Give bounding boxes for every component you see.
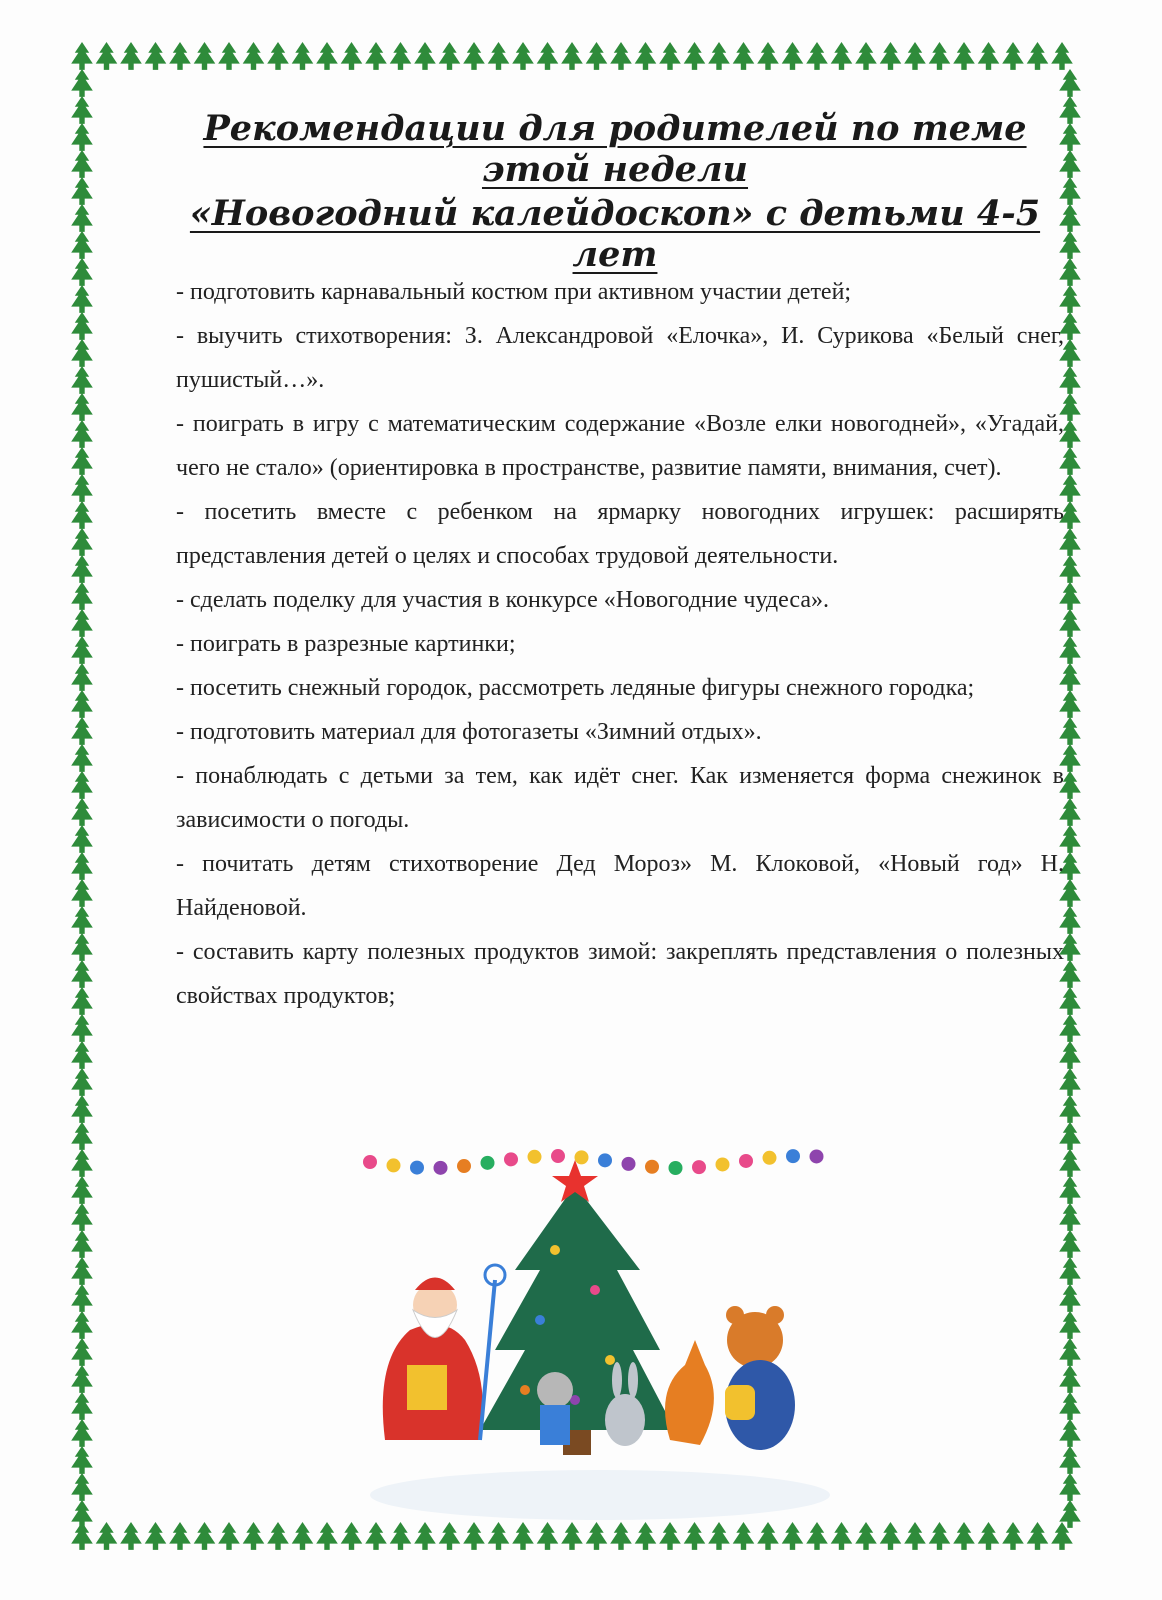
garland-bulb [763,1151,777,1165]
border-tree-icon [782,42,804,70]
border-tree-icon [71,798,93,826]
border-tree-icon [1059,1365,1081,1393]
border-tree-icon [71,690,93,718]
border-tree-icon [71,1284,93,1312]
border-tree-icon [512,42,534,70]
border-tree-icon [194,42,216,70]
list-item: - поиграть в игру с математическим содержание «Возле елки новогодней», «Угадай, чего не стало» (ориентировка в пространстве, развитие памяти, внимания, счет). [176,411,1064,481]
border-tree-icon [561,42,583,70]
border-tree-icon [145,42,167,70]
border-tree-icon [71,150,93,178]
border-tree-icon [71,1500,93,1528]
border-tree-icon [71,582,93,610]
border-tree-icon [537,42,559,70]
border-tree-icon [218,1522,240,1550]
border-tree-icon [218,42,240,70]
garland-bulb [622,1157,636,1171]
border-tree-icon [194,1522,216,1550]
border-tree-icon [684,42,706,70]
border-tree-icon [71,1365,93,1393]
border-tree-icon [71,960,93,988]
garland-bulb [551,1149,565,1163]
border-tree-icon [1059,1311,1081,1339]
border-tree-icon [96,42,118,70]
border-tree-icon [439,42,461,70]
border-tree-icon [316,42,338,70]
garland-bulb [810,1149,824,1163]
border-tree-icon [71,1419,93,1447]
border-tree-icon [1059,1338,1081,1366]
border-tree-icon [341,42,363,70]
border-tree-icon [71,366,93,394]
border-tree-icon [71,69,93,97]
border-tree-icon [120,42,142,70]
border-tree-icon [71,204,93,232]
border-tree-icon [71,1311,93,1339]
garland-bulb [786,1149,800,1163]
border-tree-icon [71,96,93,124]
border-tree-icon [243,1522,265,1550]
list-item: - сделать поделку для участия в конкурсе «Новогодние чудеса». [176,587,829,613]
border-tree-icon [1059,1014,1081,1042]
border-tree-icon [1059,1473,1081,1501]
garland-bulb [598,1153,612,1167]
border-tree-icon [169,1522,191,1550]
border-tree-icon [71,312,93,340]
border-tree-icon [733,42,755,70]
border-tree-icon [71,1392,93,1420]
border-tree-icon [1059,1392,1081,1420]
border-tree-icon [71,42,93,70]
border-tree-icon [71,1176,93,1204]
border-tree-icon [659,42,681,70]
border-tree-icon [831,42,853,70]
list-item: - почитать детям стихотворение Дед Мороз» М. Клоковой, «Новый год» Н. Найденовой. [176,851,1064,921]
list-item: - посетить вместе с ребенком на ярмарку новогодних игрушек: расширять представления детей о целях и способах трудовой деятельности. [176,499,1064,569]
border-tree-icon [71,717,93,745]
border-tree-icon [978,1522,1000,1550]
border-tree-icon [1027,1522,1049,1550]
border-tree-icon [71,636,93,664]
border-tree-icon [1059,1176,1081,1204]
border-tree-icon [1059,1068,1081,1096]
list-item: - подготовить материал для фотогазеты «Зимний отдых». [176,719,762,745]
garland-bulb [716,1157,730,1171]
border-tree-icon [1059,1284,1081,1312]
border-tree-icon [806,42,828,70]
border-tree-icon [292,42,314,70]
garland-bulb [645,1160,659,1174]
border-tree-icon [71,825,93,853]
border-tree-icon [880,42,902,70]
border-tree-icon [96,1522,118,1550]
border-tree-icon [267,42,289,70]
border-tree-icon [71,285,93,313]
border-tree-icon [71,447,93,475]
garland-bulb [387,1158,401,1172]
border-tree-icon [71,1338,93,1366]
border-tree-icon [953,42,975,70]
border-tree-icon [1059,1122,1081,1150]
garland-bulb [528,1150,542,1164]
border-tree-icon [904,42,926,70]
garland-bulb [692,1160,706,1174]
border-tree-icon [1059,1095,1081,1123]
border-tree-icon [71,1068,93,1096]
list-item: - поиграть в разрезные картинки; [176,631,516,657]
border-tree-icon [71,1473,93,1501]
border-tree-icon [390,42,412,70]
border-tree-icon [71,393,93,421]
border-tree-icon [71,1149,93,1177]
border-tree-icon [414,42,436,70]
border-tree-icon [71,420,93,448]
border-tree-icon [1059,1446,1081,1474]
border-tree-icon [71,1122,93,1150]
border-tree-icon [71,339,93,367]
border-tree-icon [71,879,93,907]
border-tree-icon [1059,1041,1081,1069]
border-tree-icon [71,474,93,502]
border-tree-icon [71,1203,93,1231]
border-tree-icon [855,1522,877,1550]
garland-bulb [410,1161,424,1175]
border-tree-icon [71,663,93,691]
garland-bulb [481,1156,495,1170]
border-tree-icon [71,231,93,259]
garland-bulb [669,1161,683,1175]
list-item: - понаблюдать с детьми за тем, как идёт снег. Как изменяется форма снежинок в зависимости о погоды. [176,763,1064,833]
border-tree-icon [953,1522,975,1550]
christmas-tree-image [480,1185,675,1455]
border-tree-icon [267,1522,289,1550]
list-item: - подготовить карнавальный костюм при активном участии детей; [176,279,852,305]
border-tree-icon [71,906,93,934]
border-tree-icon [145,1522,167,1550]
border-tree-icon [71,771,93,799]
border-tree-icon [71,1014,93,1042]
garland-bulb [363,1155,377,1169]
border-tree-icon [71,1446,93,1474]
garland-bulb [739,1154,753,1168]
border-tree-icon [71,1095,93,1123]
border-tree-icon [1059,1257,1081,1285]
border-tree-icon [71,123,93,151]
garland-bulb [457,1159,471,1173]
border-tree-icon [1002,42,1024,70]
border-tree-icon [316,1522,338,1550]
border-tree-icon [978,42,1000,70]
recommendation-list [176,270,1064,1018]
border-tree-icon [1059,1230,1081,1258]
border-tree-icon [880,1522,902,1550]
border-tree-icon [463,42,485,70]
list-item: - выучить стихотворения: З. Александровой «Елочка», И. Сурикова «Белый снег, пушистый…». [176,323,1064,393]
border-tree-icon [71,1230,93,1258]
border-tree-icon [71,501,93,529]
border-tree-icon [708,42,730,70]
border-tree-icon [1059,1203,1081,1231]
border-tree-icon [1002,1522,1024,1550]
border-tree-icon [71,555,93,583]
border-tree-icon [757,42,779,70]
border-tree-icon [610,42,632,70]
border-tree-icon [855,42,877,70]
santa-claus-image [383,1265,505,1440]
border-tree-icon [929,1522,951,1550]
border-tree-icon [292,1522,314,1550]
border-tree-icon [71,1257,93,1285]
border-tree-icon [365,42,387,70]
border-tree-icon [71,1041,93,1069]
border-tree-icon [71,933,93,961]
christmas-illustration [355,1140,845,1540]
border-tree-icon [71,528,93,556]
border-tree-icon [929,42,951,70]
garland-lights [363,1149,824,1175]
border-tree-icon [71,852,93,880]
border-tree-icon [488,42,510,70]
list-item: - посетить снежный городок, рассмотреть ледяные фигуры снежного городка; [176,675,975,701]
border-tree-icon [71,258,93,286]
border-tree-icon [904,1522,926,1550]
border-tree-icon [243,42,265,70]
garland-bulb [504,1152,518,1166]
border-tree-icon [71,609,93,637]
border-tree-icon [1051,42,1073,70]
garland-bulb [434,1161,448,1175]
border-tree-icon [1027,42,1049,70]
garland-bulb [575,1150,589,1164]
border-tree-icon [71,987,93,1015]
border-tree-icon [635,42,657,70]
page-title-line-2: «Новогодний калейдоскоп» с детьми 4-5 лет [189,193,1041,275]
border-tree-icon [120,1522,142,1550]
border-tree-icon [586,42,608,70]
border-tree-icon [71,177,93,205]
border-tree-icon [71,744,93,772]
border-tree-icon [169,42,191,70]
border-tree-icon [1059,1419,1081,1447]
list-item: - составить карту полезных продуктов зимой: закреплять представления о полезных свойствах продуктов; [176,939,1064,1009]
border-tree-icon [1059,69,1081,97]
border-tree-icon [1059,1149,1081,1177]
page-title-line-1: Рекомендации для родителей по теме этой недели [203,108,1027,190]
